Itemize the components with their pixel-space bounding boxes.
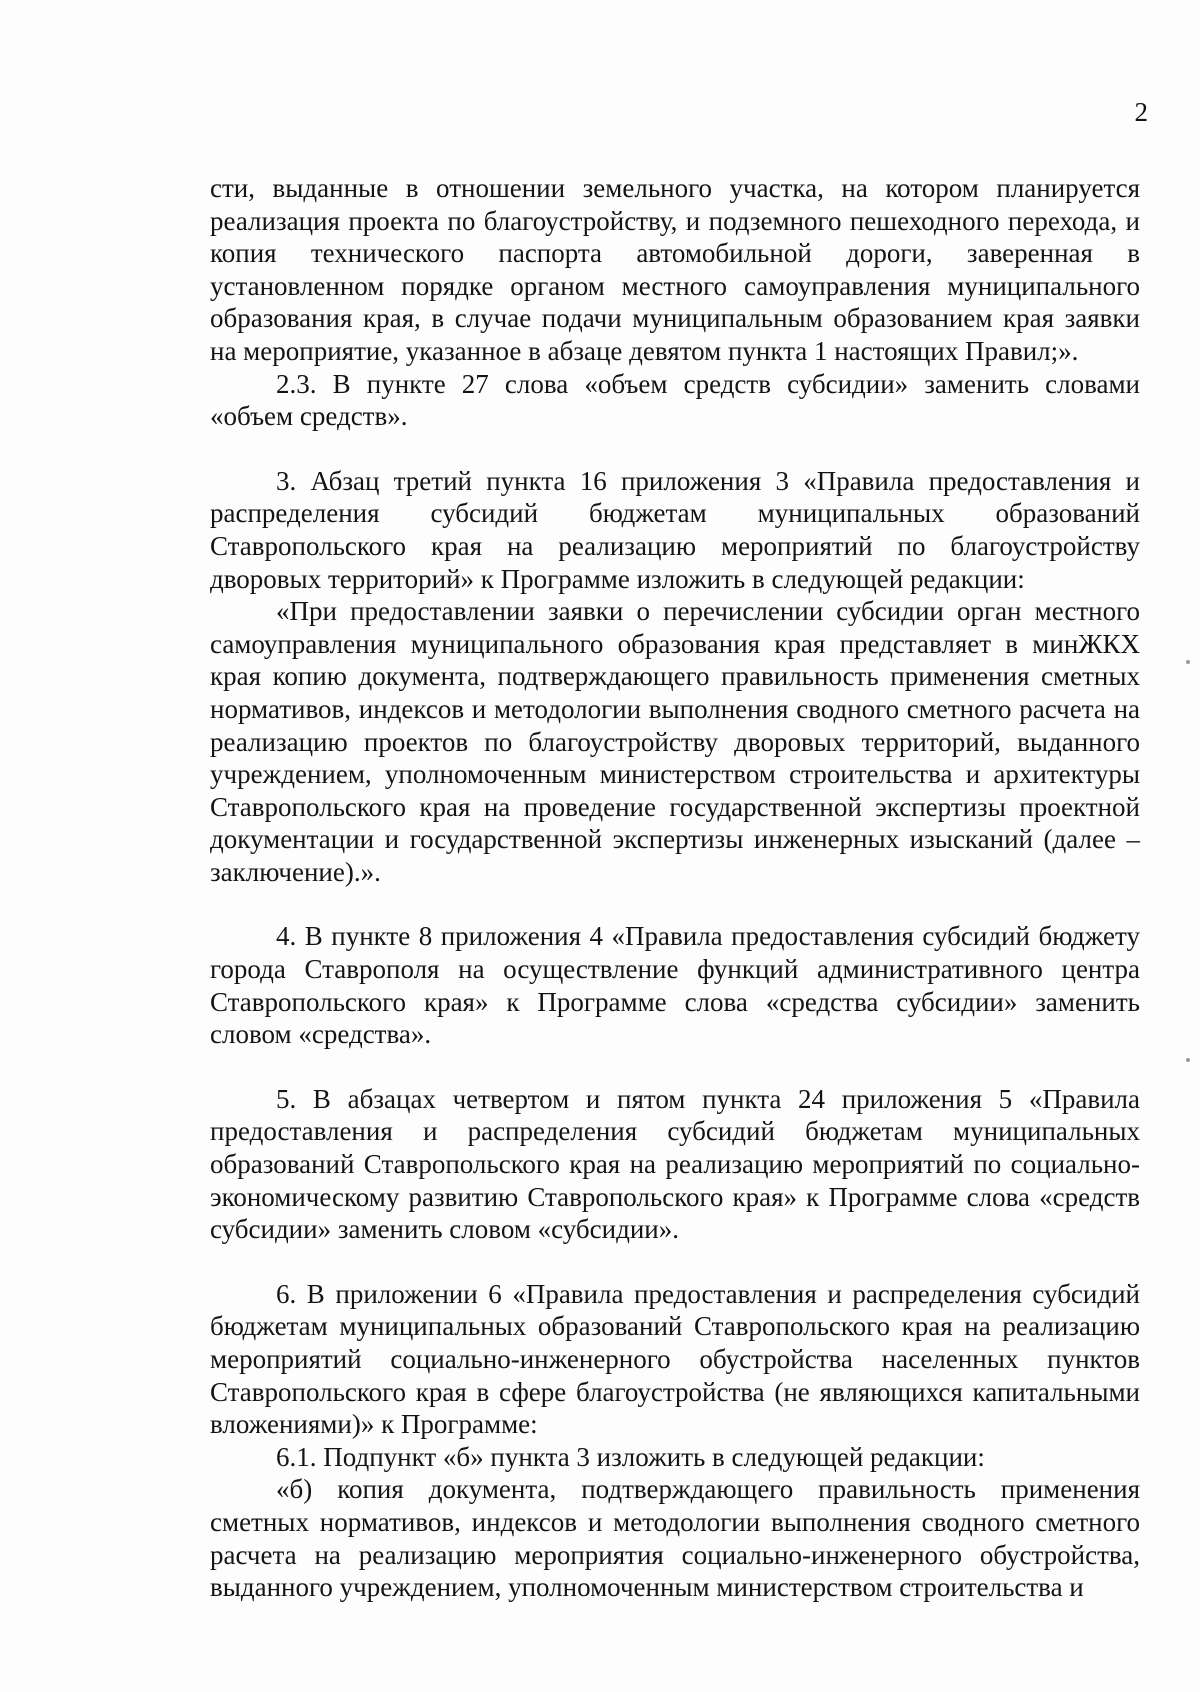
paragraph-2-3: 2.3. В пункте 27 слова «объем средств субсидии» заменить словами «объем средств». (210, 368, 1140, 432)
paragraph-5: 5. В абзацах четвертом и пятом пункта 24 приложения 5 «Правила предоставления и распределения субсидий бюджетам муниципальных образований Ставропольского края на реализацию мероприятий по социально-экономическому развитию Ставропольского края» к Программе слова «средств субсидии» заменить словом «субсидии». (210, 1083, 1140, 1245)
paragraph-4: 4. В пункте 8 приложения 4 «Правила предоставления субсидий бюджету города Ставрополя на осуществление функций административного центра Ставропольского края» к Программе слова «средства субсидии» заменить словом «средства». (210, 921, 1140, 1050)
document-body (210, 172, 1140, 1604)
scan-speck (1186, 1058, 1190, 1062)
paragraph-6-1-quote: «б) копия документа, подтверждающего правильность применения сметных нормативов, индексов и методологии выполнения сводного сметного расчета на реализацию мероприятия социально-инженерного обустройства, выданного учреждением, уполномоченным министерством строительства и (210, 1474, 1140, 1603)
scan-speck (1186, 660, 1190, 664)
paragraph-3: 3. Абзац третий пункта 16 приложения 3 «Правила предоставления и распределения субсидий бюджетам муниципальных образований Ставропольского края на реализацию мероприятий по благоустройству дворовых территорий» к Программе изложить в следующей редакции: (210, 465, 1140, 594)
paragraph-6-1: 6.1. Подпункт «б» пункта 3 изложить в следующей редакции: (276, 1441, 985, 1472)
paragraph-continuation: сти, выданные в отношении земельного участка, на котором планируется реализация проекта по благоустройству, и подземного пешеходного перехода, и копия технического паспорта автомобильной дороги, заверенная в установленном порядке органом местного самоуправления муниципального образования края, в случае подачи муниципальным образованием края заявки на мероприятие, указанное в абзаце девятом пункта 1 настоящих Правил;». (210, 173, 1140, 366)
paragraph-3-quote: «При предоставлении заявки о перечислении субсидии орган местного самоуправления муниципального образования края представляет в минЖКХ края копию документа, подтверждающего правильность применения сметных нормативов, индексов и методологии выполнения сводного сметного расчета на реализацию проектов по благоустройству дворовых территорий, выданного учреждением, уполномоченным министерством строительства и архитектуры Ставропольского края на проведение государственной экспертизы проектной документации и государственной экспертизы инженерных изысканий (далее – заключение).». (210, 596, 1140, 887)
page-number: 2 (1134, 97, 1148, 127)
paragraph-6: 6. В приложении 6 «Правила предоставления и распределения субсидий бюджетам муниципальных образований Ставропольского края на реализацию мероприятий социально-инженерного обустройства населенных пунктов Ставропольского края в сфере благоустройства (не являющихся капитальными вложениями)» к Программе: (210, 1278, 1140, 1440)
